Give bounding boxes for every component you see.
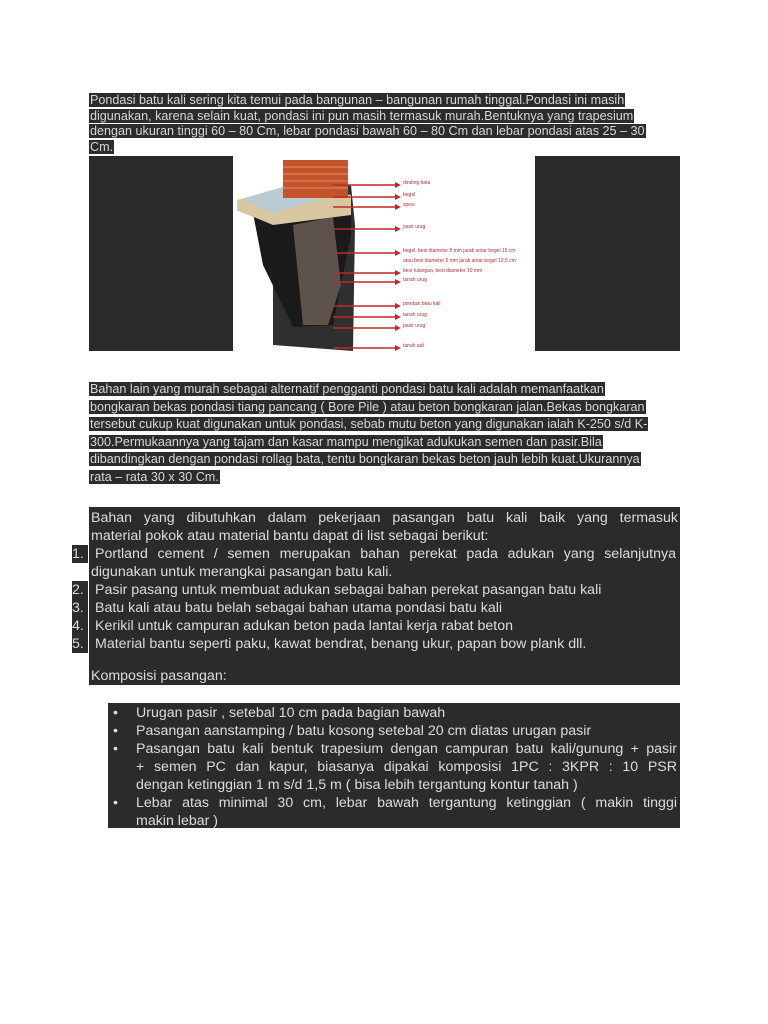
materials-intro-line: Bahan yang dibutuhkan dalam pekerjaan pasangan batu kali baik yang termasuk bbox=[91, 510, 678, 526]
materials-list-item bbox=[72, 635, 587, 653]
komposisi-heading: Komposisi pasangan: bbox=[91, 668, 227, 684]
arrow-head-icon bbox=[395, 279, 401, 285]
materials-intro-line: material pokok atau material bantu dapat di list sebagai berikut: bbox=[91, 528, 489, 544]
materials-list-item bbox=[72, 545, 676, 563]
arrow-head-icon bbox=[395, 250, 401, 256]
arrow-head-icon bbox=[395, 182, 401, 188]
materials-list-item bbox=[72, 617, 514, 635]
komposisi-item-text: Lebar atas minimal 30 cm, lebar bawah tergantung ketinggian ( makin tinggi bbox=[136, 795, 677, 811]
text-line: bongkaran bekas pondasi tiang pancang ( Bore Pile ) atau beton bongkaran jalan.Bekas bongkaran bbox=[90, 399, 645, 414]
text-line: dibandingkan dengan pondasi rollag bata, tentu bongkaran bekas beton jauh lebih kuat.Ukurannya bbox=[90, 452, 640, 466]
list-item-text: Kerikil untuk campuran adukan beton pada lantai kerja rabat beton bbox=[95, 618, 514, 634]
text-line: rata – rata 30 x 30 Cm. bbox=[90, 469, 219, 484]
arrow-head-icon bbox=[395, 345, 401, 351]
image-dark-margin-right bbox=[535, 156, 680, 351]
komposisi-item-text: dengan ketinggian 1 m s/d 1,5 m ( bisa lebih tergantung kontur tanah ) bbox=[136, 777, 578, 793]
list-number: 2. bbox=[72, 581, 88, 599]
text-line: 300.Permukaannya yang tajam dan kasar mampu mengikat adukukan semen dan pasir.Bila bbox=[90, 434, 602, 449]
text-line: tersebut cukup kuat digunakan untuk pondasi, sebab mutu beton yang digunakan ialah K-250 s/d K- bbox=[90, 417, 648, 431]
paragraph-pondasi-intro bbox=[89, 93, 646, 155]
figure-label: begel bbox=[403, 192, 416, 198]
komposisi-item-text: Pasangan batu kali bentuk trapesium dengan campuran batu kali/gunung + pasir bbox=[136, 741, 677, 757]
arrow-head-icon bbox=[395, 303, 401, 309]
list-item-text: Portland cement / semen merupakan bahan perekat pada adukan yang selanjutnya bbox=[95, 546, 676, 562]
komposisi-item-text: Pasangan aanstamping / batu kosong setebal 20 cm diatas urugan pasir bbox=[136, 723, 592, 739]
figure-label: pondasi batu kali bbox=[403, 301, 441, 307]
materials-section bbox=[72, 507, 680, 685]
brick-wall bbox=[283, 160, 348, 198]
bullet-icon: • bbox=[113, 705, 118, 721]
text-line: dengan ukuran tinggi 60 – 80 Cm, lebar pondasi bawah 60 – 80 Cm dan lebar pondasi atas 25 – 30 bbox=[90, 124, 645, 138]
text-line: Bahan lain yang murah sebagai alternatif pengganti pondasi batu kali adalah memanfaatkan bbox=[90, 382, 604, 396]
figure-label: begel, besi diameter 8 mm jarak antar begel 15 cm bbox=[403, 248, 516, 254]
text-line: Pondasi batu kali sering kita temui pada bangunan – bangunan rumah tinggal.Pondasi ini masih bbox=[90, 93, 625, 107]
figure-label: tanah urug bbox=[403, 277, 427, 283]
arrow-head-icon bbox=[395, 194, 401, 200]
komposisi-item-text: Urugan pasir , setebal 10 cm pada bagian bawah bbox=[136, 705, 446, 721]
bullet-icon: • bbox=[113, 741, 118, 757]
list-number: 5. bbox=[72, 635, 88, 653]
arrow-head-icon bbox=[395, 325, 401, 331]
bullet-icon: • bbox=[113, 723, 118, 739]
figure-label: tanah urug bbox=[403, 312, 427, 318]
materials-list-item bbox=[72, 599, 503, 617]
list-number: 1. bbox=[72, 545, 88, 563]
arrow-head-icon bbox=[395, 270, 401, 276]
komposisi-section bbox=[108, 703, 680, 828]
figure-label: besi tulangan, besi diameter 10 mm bbox=[403, 268, 483, 274]
figure-label: pasir urug bbox=[403, 224, 426, 230]
text-line: digunakan, karena selain kuat, pondasi ini pun masih termasuk murah.Bentuknya yang trapesium bbox=[90, 108, 634, 123]
materials-list-item bbox=[72, 581, 602, 599]
image-dark-margin-left bbox=[89, 156, 233, 351]
text-line: Cm. bbox=[90, 139, 114, 154]
figure-label: spesi bbox=[403, 202, 415, 208]
figure-label: pasir urug bbox=[403, 323, 426, 329]
list-number: 4. bbox=[72, 617, 88, 635]
list-item-text: Pasir pasang untuk membuat adukan sebagai bahan perekat pasangan batu kali bbox=[95, 582, 602, 598]
foundation-cross-section-figure bbox=[233, 155, 535, 351]
bullet-icon: • bbox=[113, 795, 118, 811]
list-number: 3. bbox=[72, 599, 88, 617]
arrow-head-icon bbox=[395, 314, 401, 320]
komposisi-item-text: + semen PC dan kapur, biasanya dipakai komposisi 1PC : 3KPR : 10 PSR bbox=[136, 759, 677, 775]
list-item-text: Material bantu seperti paku, kawat bendrat, benang ukur, papan bow plank dll. bbox=[95, 636, 587, 652]
figure-label: atau besi diameter 6 mm jarak antar begel 12,5 cm bbox=[403, 258, 516, 264]
figure-label: dinding bata bbox=[403, 180, 431, 186]
list-item-text: digunakan untuk merangkai pasangan batu kali. bbox=[91, 564, 393, 580]
figure-label: tanah asli bbox=[403, 343, 425, 349]
arrow-head-icon bbox=[395, 204, 401, 210]
list-item-text: Batu kali atau batu belah sebagai bahan utama pondasi batu kali bbox=[95, 600, 503, 616]
paragraph-alternatif bbox=[89, 381, 648, 486]
komposisi-item-text: makin lebar ) bbox=[136, 813, 219, 829]
arrow-head-icon bbox=[395, 226, 401, 232]
